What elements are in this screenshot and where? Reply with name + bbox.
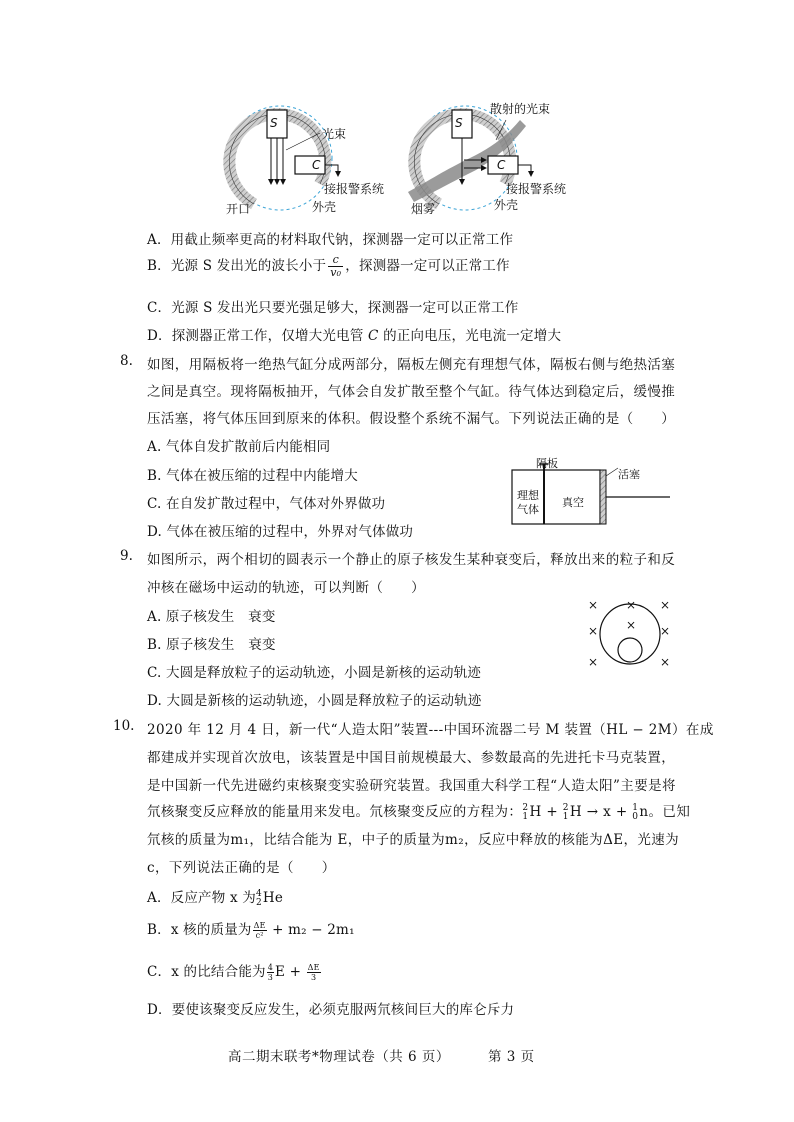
footer-page-number: 第 3 页 [488,1049,535,1065]
deuterium-nuclide [563,804,569,822]
q8-stem-line1: 如图，用隔板将一绝热气缸分成两部分，隔板左侧充有理想气体，隔板右侧与绝热活塞 [147,357,676,373]
left-shell-label: 外壳 [312,200,337,214]
q8-option-b: B. 气体在被压缩的过程中内能增大 [147,468,358,484]
q10-option-b-text: B．x 核的质量为 [147,922,252,938]
q10-number: 10. [113,718,135,734]
left-beam-label: 光束 [322,127,347,141]
fraction-denominator: 3 [267,973,274,982]
mass-number: 1 [632,802,639,813]
q10-option-c-text: C．x 的比结合能为 [147,964,266,980]
element-symbol: n [639,804,649,820]
q8-option-c: C. 在自发扩散过程中，气体对外界做功 [147,496,386,512]
q9-stem-line1: 如图所示，两个相切的圆表示一个静止的原子核发生某种衰变后，释放出来的粒子和反 [147,552,676,568]
right-smoke-label: 烟雾 [411,202,436,216]
gas-label-line2: 气体 [517,503,539,516]
right-scattered-label: 散射的光束 [490,102,551,116]
element-symbol: He [262,890,284,906]
vacuum-label: 真空 [562,496,584,509]
fraction-numerator: ΔE [253,921,266,930]
q10-option-c-mid: E + [275,964,306,980]
right-shell-label: 外壳 [494,198,519,212]
large-track-circle [600,604,660,664]
detector-left [228,106,338,210]
q9-option-a: A. 原子核发生 衰变 [147,609,276,625]
mass-number: 2 [562,802,569,813]
q9-option-d: D. 大圆是新核的运动轨迹，小圆是释放粒子的运动轨迹 [147,693,482,709]
plus-sign: + [541,804,563,820]
gas-label-line1: 理想 [517,489,539,502]
q8-number: 8. [120,353,133,369]
field-mark: × [660,624,671,638]
charge-number: 1 [522,811,529,822]
neutron-nuclide [632,804,638,822]
charge-number: 1 [562,811,569,822]
field-mark: × [626,598,637,612]
q10-stem-line6: c，下列说法正确的是（ ） [147,860,336,876]
q10-option-b [147,918,355,940]
small-track-circle [618,638,642,662]
q8-stem-line2: 之间是真空。现将隔板抽开，气体会自发扩散至整个气缸。待气体达到稳定后，缓慢推 [147,384,676,400]
left-opening-label: 开口 [226,202,251,216]
q10-stem-line4-text: 氘核聚变反应释放的能量用来发电。氘核聚变反应的方程为： [147,804,523,820]
field-mark: × [588,624,599,638]
fraction-numerator: ΔE [307,963,320,972]
field-mark: × [660,598,671,612]
q7-option-b [147,254,510,279]
q7-option-d-text: D．探测器正常工作，仅增大光电管 [147,328,364,344]
charge-number: 0 [632,811,639,822]
fraction-denominator: c² [255,931,264,940]
variable-c: C [368,328,379,344]
left-tube-label: C [312,158,321,172]
element-symbol: H [569,804,583,820]
q9-option-c: C. 大圆是释放粒子的运动轨迹，小圆是新核的运动轨迹 [147,665,482,681]
q9-stem-line2: 冲核在磁场中运动的轨迹，可以判断（ ） [147,580,425,596]
q7-option-b-text: B．光源 S 发出光的波长小于 [147,258,327,274]
q10-option-b-tail: + m₂ − 2m₁ [267,922,355,938]
right-source-label: S [455,116,463,130]
field-mark: × [588,598,599,612]
q7-option-c: C．光源 S 发出光只要光强足够大，探测器一定可以正常工作 [147,300,519,316]
helium-nuclide [256,890,262,908]
mass-number: 4 [255,888,262,899]
q10-stem-line5: 氘核的质量为m₁，比结合能为 E，中子的质量为m₂，反应中释放的核能为ΔE，光速为 [147,832,680,848]
photocell-box [295,156,325,174]
q7-option-b-tail: ，探测器一定可以正常工作 [345,258,510,274]
q9-option-b: B. 原子核发生 衰变 [147,637,276,653]
mass-number: 2 [522,802,529,813]
q10-stem-line4-tail: 。已知 [648,804,691,820]
piston [600,470,606,524]
footer-title: 高二期末联考*物理试卷（共 6 页） [228,1049,450,1065]
delta-e-over-c2-fraction [253,921,267,940]
q10-stem-line1: 2020 年 12 月 4 日，新一代“人造太阳”装置---中国环流器二号 M 装置（HL − 2M）在成 [147,722,714,738]
piston-label: 活塞 [618,468,640,481]
element-symbol: H [529,804,542,820]
q9-number: 9. [120,548,133,564]
field-mark: × [588,655,599,669]
q10-option-a-text: A．反应产物 x 为 [147,890,256,906]
fraction-numerator: 4 [267,963,274,972]
left-alarm-label: 接报警系统 [324,182,385,196]
c-over-v0-fraction [328,254,343,279]
q7-option-a: A．用截止频率更高的材料取代钠，探测器一定可以正常工作 [147,232,514,248]
charge-number: 2 [255,897,262,908]
reaction-arrow: → x + [582,804,633,820]
q7-option-d [147,324,561,344]
delta-e-over-three-fraction [307,963,321,982]
right-tube-label: C [497,158,506,172]
q10-option-a [147,886,283,908]
fraction-numerator: c [328,254,343,267]
q10-stem-line2: 都建成并实现首次放电，该装置是中国目前规模最大、参数最高的先进托卡马克装置， [147,750,676,766]
left-source-label: S [270,116,278,130]
q8-stem-line3: 压活塞，将气体压回到原来的体积。假设整个系统不漏气。下列说法正确的是（ ） [147,411,676,427]
q8-option-a: A. 气体自发扩散前后内能相同 [147,439,331,455]
fraction-denominator: v₀ [330,266,342,279]
q8-option-d: D. 气体在被压缩的过程中，外界对气体做功 [147,524,414,540]
deuterium-nuclide [522,804,528,822]
fraction-denominator: 3 [310,973,317,982]
q10-option-d: D．要使该聚变反应发生，必须克服两氘核间巨大的库仑斥力 [147,1002,515,1018]
right-alarm-label: 接报警系统 [506,182,567,196]
q7-option-d-tail: 的正向电压，光电流一定增大 [383,328,562,344]
field-mark: × [660,655,671,669]
partition-label: 隔板 [536,457,558,470]
q10-option-c [147,960,322,982]
q10-stem-line4 [147,800,690,822]
four-thirds-fraction [267,963,274,982]
field-mark: × [626,618,637,632]
q10-stem-line3: 是中国新一代先进磁约束核聚变实验研究装置。我国重大科学工程“人造太阳”主要是将 [147,778,676,794]
